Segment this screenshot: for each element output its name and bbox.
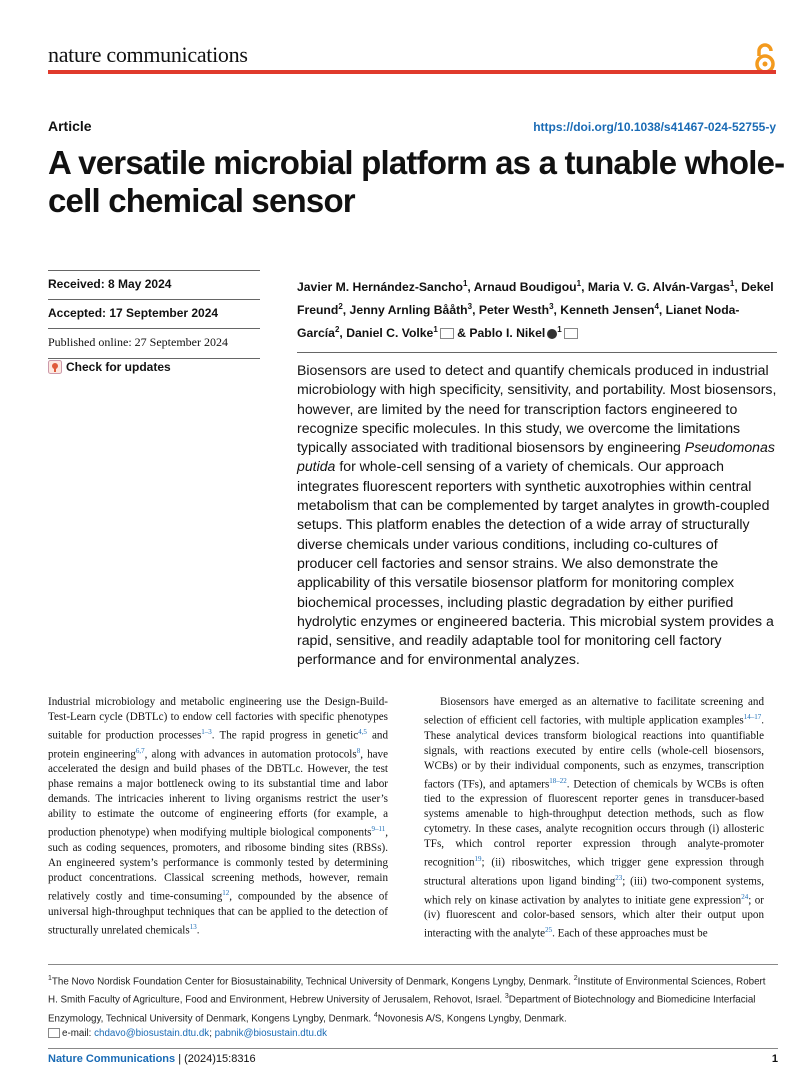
organism-name: Pseudomonas putida bbox=[297, 439, 775, 475]
author[interactable]: Pablo I. Nikel bbox=[469, 326, 546, 341]
reference-link[interactable]: 24 bbox=[741, 892, 749, 901]
author[interactable]: Kenneth Jensen bbox=[560, 303, 655, 318]
check-for-updates-label: Check for updates bbox=[66, 360, 171, 374]
author[interactable]: Arnaud Boudigou bbox=[473, 280, 577, 295]
reference-link[interactable]: 14–17 bbox=[743, 713, 762, 721]
orcid-icon[interactable] bbox=[547, 329, 557, 339]
reference-link[interactable]: 13 bbox=[189, 922, 197, 931]
publication-dates bbox=[48, 270, 260, 359]
check-for-updates-icon bbox=[48, 360, 62, 374]
page-footer bbox=[48, 1048, 778, 1065]
abstract-text: for whole-cell sensing of a variety of chemicals. Our approach integrates fluorescent reporters with synthetic auxotrophies within central metabolism that can be complemented by target analytes in growth-coupled setups. This platform enables the detection of a wide array of structurally diverse chemicals under various conditions, including co-cultures of producer cell factories and sensor strains. We also demonstrate the applicability of this versatile biosensor platform for monitoring complex biochemical processes, including plastic degradation by either purified hydrolytic enzymes or engineered bacteria. This microbial system provides a rapid, sensitive, and readily adaptable tool for monitoring cell factory performance and for environmental analyzes. bbox=[297, 458, 774, 668]
received-date: Received: 8 May 2024 bbox=[48, 270, 260, 299]
reference-link[interactable]: 19 bbox=[474, 855, 482, 864]
footer-citation: | (2024)15:8316 bbox=[175, 1053, 256, 1065]
email-icon bbox=[48, 1028, 60, 1038]
email-link[interactable]: chdavo@biosustain.dtu.dk bbox=[94, 1027, 210, 1039]
accepted-date: Accepted: 17 September 2024 bbox=[48, 299, 260, 328]
reference-link[interactable]: 23 bbox=[615, 874, 623, 883]
affiliations: $^1$The Novo Nordisk Foundation Center for Biosustainability, Technical University of Denmark, Kongens Lyngby, Denmark. $^2$Institute of Environmental Sciences, Robert H. Smith Faculty of Agriculture, Food and Environment, Hebrew University of Jerusalem, Rehovot, Israel. $^3$Department of Biotechnology and Biomedicine Interfacial Enzymology, Technical University of Denmark, Kongens Lyngby, Denmark. $^4$Novonesis A/S, Kongens Lyngby, Denmark. e-mail: chdavo@biosustain.dtu.dk; pabnik@biosustain.dtu.dk bbox=[48, 964, 778, 1041]
author-list: Javier M. Hernández-Sancho$^1$, Arnaud Boudigou$^1$, Maria V. G. Alván-Vargas$^1$, Dekel Freund$^2$, Jenny Arnling Bååth$^3$, Peter Westh$^3$, Kenneth Jensen$^4$, Lianet Noda-García$^2$, Daniel C. Volke$^1$ & Pablo I. Nikel $^1$ bbox=[297, 279, 774, 341]
journal-name: nature communications bbox=[48, 42, 248, 67]
page-number: 1 bbox=[771, 1053, 778, 1065]
author[interactable]: Daniel C. Volke bbox=[346, 326, 434, 341]
footer-journal[interactable]: Nature Communications bbox=[48, 1053, 176, 1065]
author[interactable]: Dekel Freund bbox=[297, 280, 774, 318]
email-icon[interactable] bbox=[564, 328, 578, 339]
published-date: Published online: 27 September 2024 bbox=[48, 328, 260, 359]
header-rule bbox=[48, 70, 776, 74]
check-for-updates-button[interactable] bbox=[48, 360, 171, 374]
reference-link[interactable]: 9–11 bbox=[371, 825, 386, 834]
reference-link[interactable]: 1–3 bbox=[201, 728, 212, 736]
email-link[interactable]: pabnik@biosustain.dtu.dk bbox=[214, 1027, 327, 1039]
body-column-right bbox=[424, 695, 764, 942]
reference-link[interactable]: 6,7 bbox=[135, 746, 145, 755]
author[interactable]: Maria V. G. Alván-Vargas bbox=[587, 280, 730, 295]
reference-link[interactable]: 12 bbox=[222, 889, 230, 898]
article-title: A versatile microbial platform as a tunable whole-cell chemical sensor bbox=[48, 144, 785, 219]
body-column-left bbox=[48, 695, 388, 938]
email-icon[interactable] bbox=[440, 328, 454, 339]
reference-link[interactable]: 8 bbox=[356, 746, 361, 755]
author[interactable]: Lianet Noda-García bbox=[297, 303, 740, 341]
doi-link[interactable]: https://doi.org/10.1038/s41467-024-52755-y bbox=[533, 120, 776, 134]
abstract bbox=[297, 352, 777, 670]
reference-link[interactable]: 25 bbox=[545, 926, 553, 935]
reference-link[interactable]: 18–22 bbox=[549, 776, 567, 785]
author[interactable]: Javier M. Hernández-Sancho bbox=[297, 280, 463, 295]
reference-link[interactable]: 4,5 bbox=[358, 728, 367, 736]
author[interactable]: Peter Westh bbox=[478, 303, 550, 318]
body-paragraph: Biosensors have emerged as an alternative to facilitate screening and selection of efficient cell factories, with multiple application examples$^{14-17}$. These analytical devices transform biological reactions into quantifiable signals, with reactions executed by entire cells (whole-cell biosensors, WCBs) or by their individual components, such as enzymes, transcription factors (TFs), and aptamers$^{18-22}$. Detection of chemicals by WCBs is often tied to the expression of fluorescent reporter genes in transducer-based systems amenable to high-throughput detection methods, such as flow cytometry. In these cases, analyte recognition occurs through (i) allosteric TFs, which control reporter expression through analyte-promoter recognition$^{19}$; (ii) riboswitches, which trigger gene expression through structural alterations upon ligand binding$^{23}$; (iii) two-component systems, which rely on kinase activation by analytes to initiate gene expression$^{24}$; or (iv) fluorescent and color-based sensors, which alter their output upon interacting with the analyte$^{25}$. Each of these approaches must be bbox=[424, 696, 764, 941]
article-type: Article bbox=[48, 118, 92, 134]
author[interactable]: Jenny Arnling Bååth bbox=[349, 303, 468, 318]
body-paragraph: Industrial microbiology and metabolic engineering use the Design-Build-Test-Learn cycle (DBTLc) to endow cell factories with specific phenotypes suitable for production processes$^{1-3}$. The rapid progress in genetic$^{4,5}$ and protein engineering$^{6,7}$, along with advances in automation protocols$^8$, have accelerated the design and build phases of the DBTLc. However, the test phase remains a major bottleneck owing to its substantial time and labor demands. The intricacies inherent to living organisms restrict the user’s ability to estimate the outcome of engineering efforts (for example, a production phenotype) when modifying multiple biological components$^{9-11}$, such as coding sequences, promoters, and ribosome binding sites (RBSs). An engineered system’s performance is commonly tested by determining product concentrations. Classical screening methods, however, remain relatively costly and time-consuming$^{12}$, compounded by the absence of universal high-throughput techniques that can be applied to the detection of structurally unrelated chemicals$^{13}$. bbox=[48, 696, 389, 937]
abstract-text: Biosensors are used to detect and quantify chemicals produced in industrial microbiology with high specificity, sensitivity, and portability. Most biosensors, however, are limited by the need for transcription factors engineered to recognize specific molecules. In this study, we overcome the limitations typically associated with traditional biosensors by engineering bbox=[297, 362, 777, 456]
